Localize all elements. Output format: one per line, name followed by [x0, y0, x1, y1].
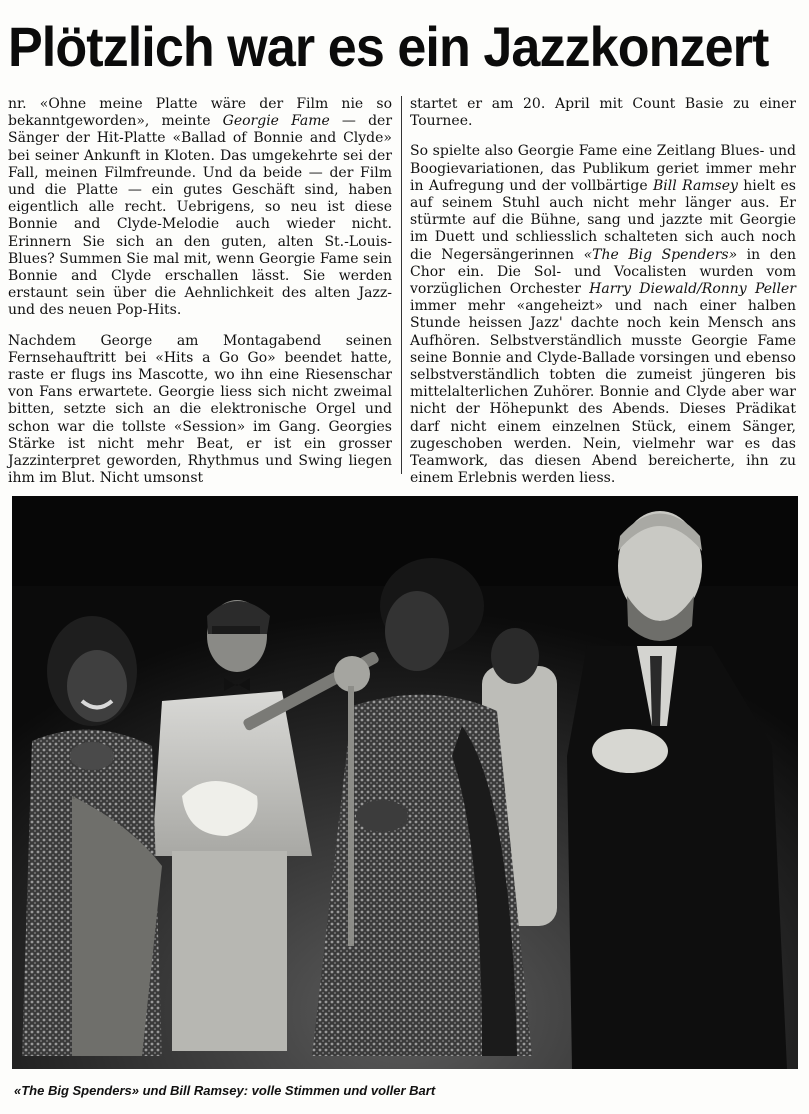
name-georgie-fame: Georgie Fame — [222, 113, 330, 130]
text-run: in den Chor ein. Die Sol- und Vocalisten wurden vom vorzüglichen Orchester — [410, 246, 796, 298]
right-paragraph-1: startet er am 20. April mit Count Basie zu einer Tournee. — [410, 96, 796, 130]
text-run: immer mehr «angeheizt» und nach einer halben Stunde heissen Jazz' dachte noch kein Mensch ans Aufhören. Selbstverständlich musste Georgie Fame seine Bonnie and Clyde-Ballade vorsingen und ebenso selbstverständlich tobten die zumeist jüngeren bis mittelalterlichen Zuhörer. Bonnie and Clyde aber war nicht der Höhepunkt des Abends. Dieses Prädikat darf nicht einem einzelnen Stück, einem Sänger, zugeschoben werden. Nein, vielmehr war es das Teamwork, das diesen Abend bereicherte, ihn zu einem Erlebnis werden liess. — [410, 298, 796, 487]
right-column — [410, 96, 796, 500]
left-paragraph-2: Nachdem George am Montagabend seinen Fernsehauftritt bei «Hits a Go Go» beendet hatte, raste er flugs ins Mascotte, wo ihn eine Riesenschar von Fans erwartete. Georgie liess sich nicht zweimal bitten, setzte sich an die elektronische Orgel und schon war die tollste «Session» im Gang. Georgies Stärke ist nicht mehr Beat, er ist ein grosser Jazzinterpret geworden, Rhythmus und Swing liegen ihm im Blut. Nicht umsonst — [8, 332, 392, 487]
text-run: — der Sänger der Hit-Platte «Ballad of Bonnie and Clyde» bei seiner Ankunft in Kloten. Das umgekehrte sei der Fall, meinen Filmfreunde. Und da beide — der Film und die Platte — ein gutes Geschäft sind, haben eigentlich alle recht. Uebrigens, so neu ist diese Bonnie and Clyde-Melodie auch wieder nicht. Erinnern Sie sich an den guten, alten St.-Louis-Blues? Summen Sie mal mit, wenn Georgie Fame sein Bonnie and Clyde erschallen lässt. Sie werden erstaunt sein über die Aehnlichkeit des alten Jazz- und des neuen Pop-Hits. — [8, 113, 393, 319]
right-paragraph-2 — [410, 143, 796, 487]
text-run: nr. «Ohne meine Platte wäre der Film nie so bekanntgeworden», meinte — [8, 96, 392, 130]
name-bill-ramsey: Bill Ramsey — [653, 177, 738, 194]
text-run: hielt es auf seinem Stuhl auch nicht mehr länger aus. Er stürmte auf die Bühne, sang und jazzte mit Georgie im Duett und schliesslich schalteten sich auch noch die Negersängerinnen — [410, 177, 796, 263]
name-orchestra: Harry Diewald/Ronny Peller — [589, 281, 796, 298]
name-big-spenders: «The Big Spenders» — [583, 246, 738, 263]
column-divider — [401, 96, 402, 474]
headline: Plötzlich war es ein Jazzkonzert — [8, 15, 769, 78]
concert-photo — [12, 496, 798, 1069]
left-paragraph-1 — [8, 96, 392, 320]
photo-caption: «The Big Spenders» und Bill Ramsey: volle Stimmen und voller Bart — [14, 1083, 436, 1098]
text-run: So spielte also Georgie Fame eine Zeitlang Blues- und Boogievariationen, das Publikum geriet immer mehr in Aufregung und der vollbärtige — [410, 143, 796, 194]
left-column — [8, 96, 392, 500]
